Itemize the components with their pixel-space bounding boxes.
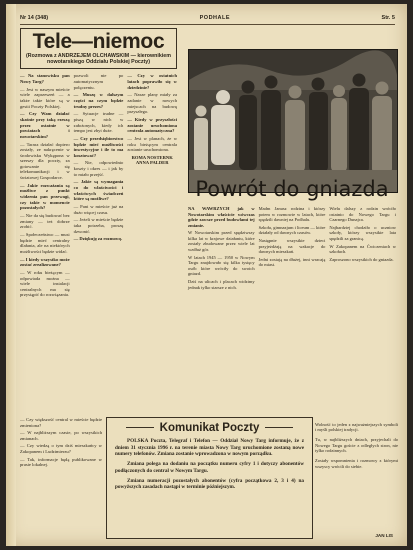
paragraph: — Nie da się budować bez zmiany — też dobrze zrobić. [20, 213, 70, 230]
paragraph: W latach 1945 — 1950 w Nowym Targu znajdowało się kilka tysięcy osób które wróciły do swoich gniazd. [188, 254, 255, 277]
paragraph: NA WAWRZYCH jak w Nowotarskim właścicie wówczas gdzie zawsze przed budowlami tej zmianie. [188, 206, 255, 228]
paragraph: — Społeczeństwo — musi będzie mieć centralny dlałania, ale na niektórych możliwości będzie widać. [20, 231, 70, 254]
paragraph: Dziś na ulicach i placach widzimy jednak tylko starsze z nich. [188, 279, 255, 290]
paragraph: — Tarasz działać dopiero zostały, ze nakręcenie w środowisku Wykępona w szerszy dla poczty, za gotowanie się telekomunikacji i w światowej Gospodarce. [20, 141, 70, 181]
paragraph: Madm Janusz rodzina i którzy potem w rozmowie w latach, które spędzili dawniej na Podhalu. [258, 206, 326, 223]
article-author: ROMA NOSTERNK ANNA PALDER [131, 154, 173, 166]
issue-number: Nr 14 (348) [20, 14, 49, 21]
article-subtitle: (Rozmowa z ANDRZEJEM OLCHAWSKIM — kierownikiem nowotarskiego Oddziału Polskiej Poczty) [26, 53, 171, 66]
paragraph: Najbardziej chodziło o uczniow szkoły, którzy wszystkie lata spędzili za granicą. [329, 224, 397, 241]
paragraph: — Czy większość central w mieście będzie zmieniona? [20, 417, 102, 428]
paragraph: — Jakie są wymagania co do właściwości i właściwych świadczeń które są możliwe? [73, 179, 124, 202]
paragraph: Szkoła, gimnazjum i liceum — które działały od dawnych czasów. [258, 224, 326, 236]
article-powrot-do-gniazda [188, 206, 396, 292]
article-title-box [20, 28, 177, 69]
article-tele-niemoc [20, 28, 177, 300]
paragraph: Wielu dalszy z rodzin wróciło ostatnio do Nowego Targu i Czarnego Dunajca. [329, 206, 397, 223]
paragraph: Zostały wspomnienia i rozmowy z którymi wszyscy wrócili do siebie. [315, 458, 398, 469]
paragraph: — Sytuacje trudne — piszą w nich w założonych, kiedy ich tempo jest zbyt duże. [73, 111, 124, 134]
paragraph: — Nie, odpowiednio koszty i okres — i jak by to miało przejść. [73, 160, 124, 177]
article-column-2 [74, 73, 124, 300]
article-column-2 [259, 206, 326, 292]
paragraph: Zaproszono wszystkich do gniazda. [329, 256, 394, 262]
article-continued-right [315, 417, 398, 474]
notice-title: Komunikat Poczty [107, 418, 312, 434]
paragraph: — I kiedy wszystko może zostać zrealizowane? [20, 256, 70, 268]
paragraph: Tu, w najbliższych dniach, przyjechali do Nowego Targu goście z odległych stron, nie tylko rodzinnych. [315, 437, 398, 454]
notice-paragraph: Zmiana numeracji pozostałych abonentów (cyfra początkowa 2, 3 i 4) na powyższych zasadach nastąpi w terminie późniejszym. [115, 477, 304, 491]
paragraph: W Zakopanem na Ćwiczeniach w szkołach. [329, 243, 397, 255]
paragraph: W Nowotarskim przed spędziwszy kilka lat w krajowe działaniu, które zostały zbudowane przez wiele lat wzdłuż gór. [188, 230, 255, 253]
article-column-3 [329, 206, 396, 292]
running-header [20, 13, 395, 25]
article-column-1 [188, 206, 255, 292]
paragraph: — W najbliższym czasie, po wszystkich zmianach. [20, 430, 102, 441]
paragraph: — W roku bieżącym — odpowiada można — wiele instalacji centralnych ma się przystąpić do rozwiązania. [20, 269, 70, 298]
paragraph: Jedni zostają na dłużej, inni wracają do miast. [258, 256, 326, 268]
paragraph: — Nasze plany miały za zadanie w nowych miejscach na budowę przyszłego. [127, 92, 178, 115]
paragraph: Następnie wszystkie dzieci przyjeżdżają na wakacje do dawnych mieszkań. [258, 238, 326, 255]
paragraph: — Na stanowisku pan Nowy Targ? [20, 73, 70, 84]
paragraph: — Pani w mieście już na dużo więcej czasu. [73, 204, 124, 215]
notice-paragraph: POLSKA Poczta, Telegraf i Telefon — Oddział Nowy Targ informuje, że z dniem 31 stycznia 1996 r. na terenie miasta Nowy Targ uruchomione zostaną nowe numery telefonów. Zmiana zostanie wprowadzona w nowym porządku. [115, 438, 304, 458]
paragraph: — Kiedy w przyszłości zostanie uruchomiona centrala automatyczna? [127, 116, 178, 134]
page-number: Str. 5 [381, 14, 395, 21]
newspaper-title: PODHALE [199, 14, 231, 21]
article-column-1 [20, 73, 70, 300]
paragraph: — Jeżeli w mieście będzie taka potrzeba, proszę dzwonić. [73, 217, 124, 234]
article-headline: Powrót do gniazda [195, 177, 389, 201]
news-photo [188, 49, 398, 193]
paragraph: — Muszę w dalszym części na czym będzie trudny prezes? [73, 92, 124, 109]
paragraph: — Jest w naszym mieście wiele zaprzeszeń — a także takie które są w gestii Poczty Polskiej. [20, 86, 70, 109]
paragraph: — Jakie rozważania są możliwe z punkt widzenia pan przewagi, czy takie w momencie pozostałych? [20, 182, 70, 211]
paragraph: — Tak, informacje będą publikowane w prasie lokalnej. [20, 456, 102, 468]
paragraph: — Dziękuję za rozmowę. [73, 236, 123, 242]
post-office-notice [106, 417, 313, 539]
paragraph: — Czy wiedzą o tym dziś mieszkańcy w Zakopanem i Ludzimierzu? [20, 443, 102, 454]
article-author-signature: JAN LIS [375, 533, 393, 538]
paragraph: — Jest w planach, że w roku bieżącym centrala zostanie uruchomiona. [127, 135, 178, 153]
paragraph: — Czy Wam działać skaśnie przy taką rzeszą przez ostatnie w powiatach i nowotarskim? [20, 111, 70, 139]
article-title: Tele—niemoc [32, 30, 165, 53]
paragraph: — Czy przedsiębiorstwo będzie mieć możliwości inwestycyjne i ile to ma kosztować? [73, 135, 124, 158]
photo-crowd-illustration [189, 50, 397, 192]
paragraph: pozwoli nie po automatycznym połączeniu. [73, 73, 124, 90]
article-column-3 [127, 73, 177, 300]
notice-paragraph: Zmiana polega na dodaniu na początku numeru cyfry 1 i dotyczy abonentów podłączonych do central w Nowym Targu. [115, 461, 304, 474]
article-continued-left [20, 417, 102, 470]
paragraph: — Czy w ostatnich latach poprawiło się w dziedzinie? [127, 73, 178, 90]
newspaper-page [6, 4, 407, 546]
paragraph: Wolność to jeden z najważniejszych symboli i myśli polskiej tradycji. [315, 421, 398, 433]
